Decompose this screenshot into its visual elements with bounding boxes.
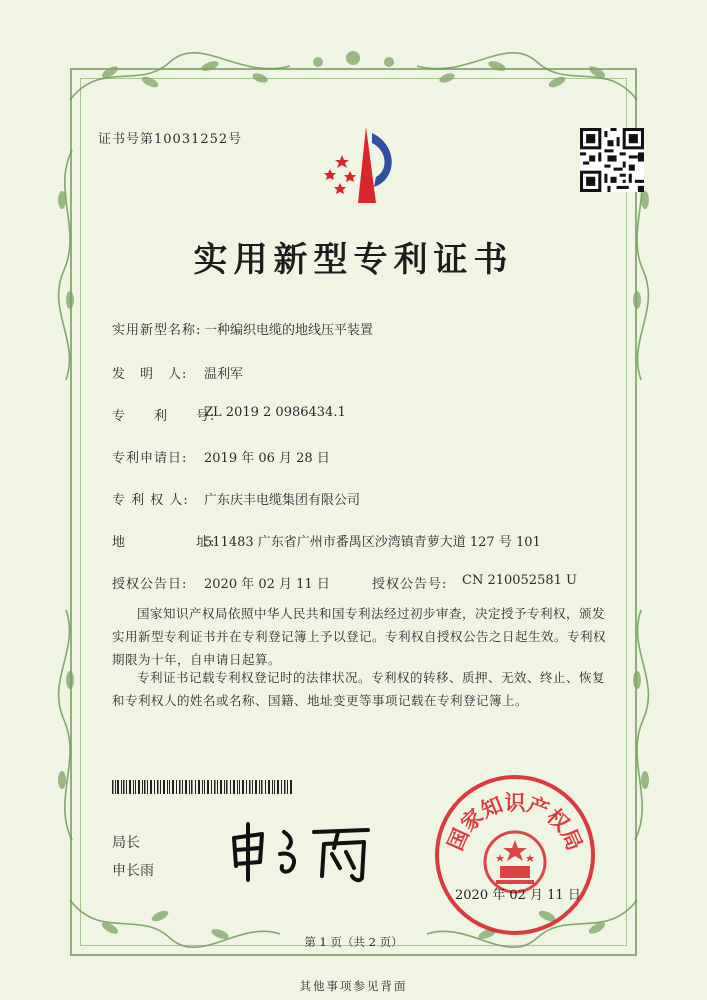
- utility-model-name-label: 实用新型名称:: [112, 323, 202, 338]
- grant-number-value: CN 210052581 U: [462, 573, 577, 588]
- handwritten-signature: [228, 818, 378, 888]
- grant-date-value: 2020 年 02 月 11 日: [204, 577, 330, 592]
- patent-number-value: ZL 2019 2 0986434.1: [204, 405, 346, 420]
- patentee-value: 广东庆丰电缆集团有限公司: [204, 493, 361, 508]
- footer-note: 其他事项参见背面: [299, 979, 408, 993]
- director-name: 申长雨: [112, 863, 154, 879]
- address-label: 地 址:: [112, 535, 216, 550]
- patent-number-label: 专 利 号:: [112, 409, 216, 424]
- director-title: 局长: [112, 835, 140, 851]
- address-value: 511483 广东省广州市番禺区沙湾镇青萝大道 127 号 101: [204, 535, 541, 550]
- patentee-label: 专 利 权 人:: [112, 493, 189, 508]
- utility-model-name-value: 一种编织电缆的地线压平装置: [204, 323, 374, 338]
- inventor-label: 发 明 人:: [112, 367, 188, 382]
- grant-number-label: 授权公告号:: [372, 577, 448, 592]
- legal-status-paragraph: 专利证书记载专利权登记时的法律状况。专利权的转移、质押、无效、终止、恢复和专利权人的姓名或名称、国籍、地址变更等事项记载在专利登记簿上。: [112, 670, 606, 708]
- seal-text: 国家知识产权局: [442, 790, 588, 855]
- official-seal-icon: [430, 770, 600, 940]
- filing-date-label: 专利申请日:: [112, 451, 188, 466]
- seal-date: 2020 年 02 月 11 日: [455, 888, 581, 903]
- certificate-title: 实用新型专利证书: [193, 240, 514, 280]
- barcode: [112, 780, 292, 794]
- page-number: 第 1 页（共 2 页）: [304, 935, 403, 949]
- grant-date-label: 授权公告日:: [112, 577, 188, 592]
- grant-statement-paragraph: 国家知识产权局依照中华人民共和国专利法经过初步审查，决定授予专利权，颁发实用新型专利证书并在专利登记簿上予以登记。专利权自授权公告之日起生效。专利权期限为十年，自申请日起算。: [112, 606, 607, 667]
- patent-office-logo-icon: [318, 125, 398, 205]
- filing-date-value: 2019 年 06 月 28 日: [204, 451, 330, 466]
- qr-code: [580, 128, 644, 192]
- inventor-value: 温利军: [204, 367, 244, 382]
- certificate-number: 证书号第10031252号: [98, 132, 243, 147]
